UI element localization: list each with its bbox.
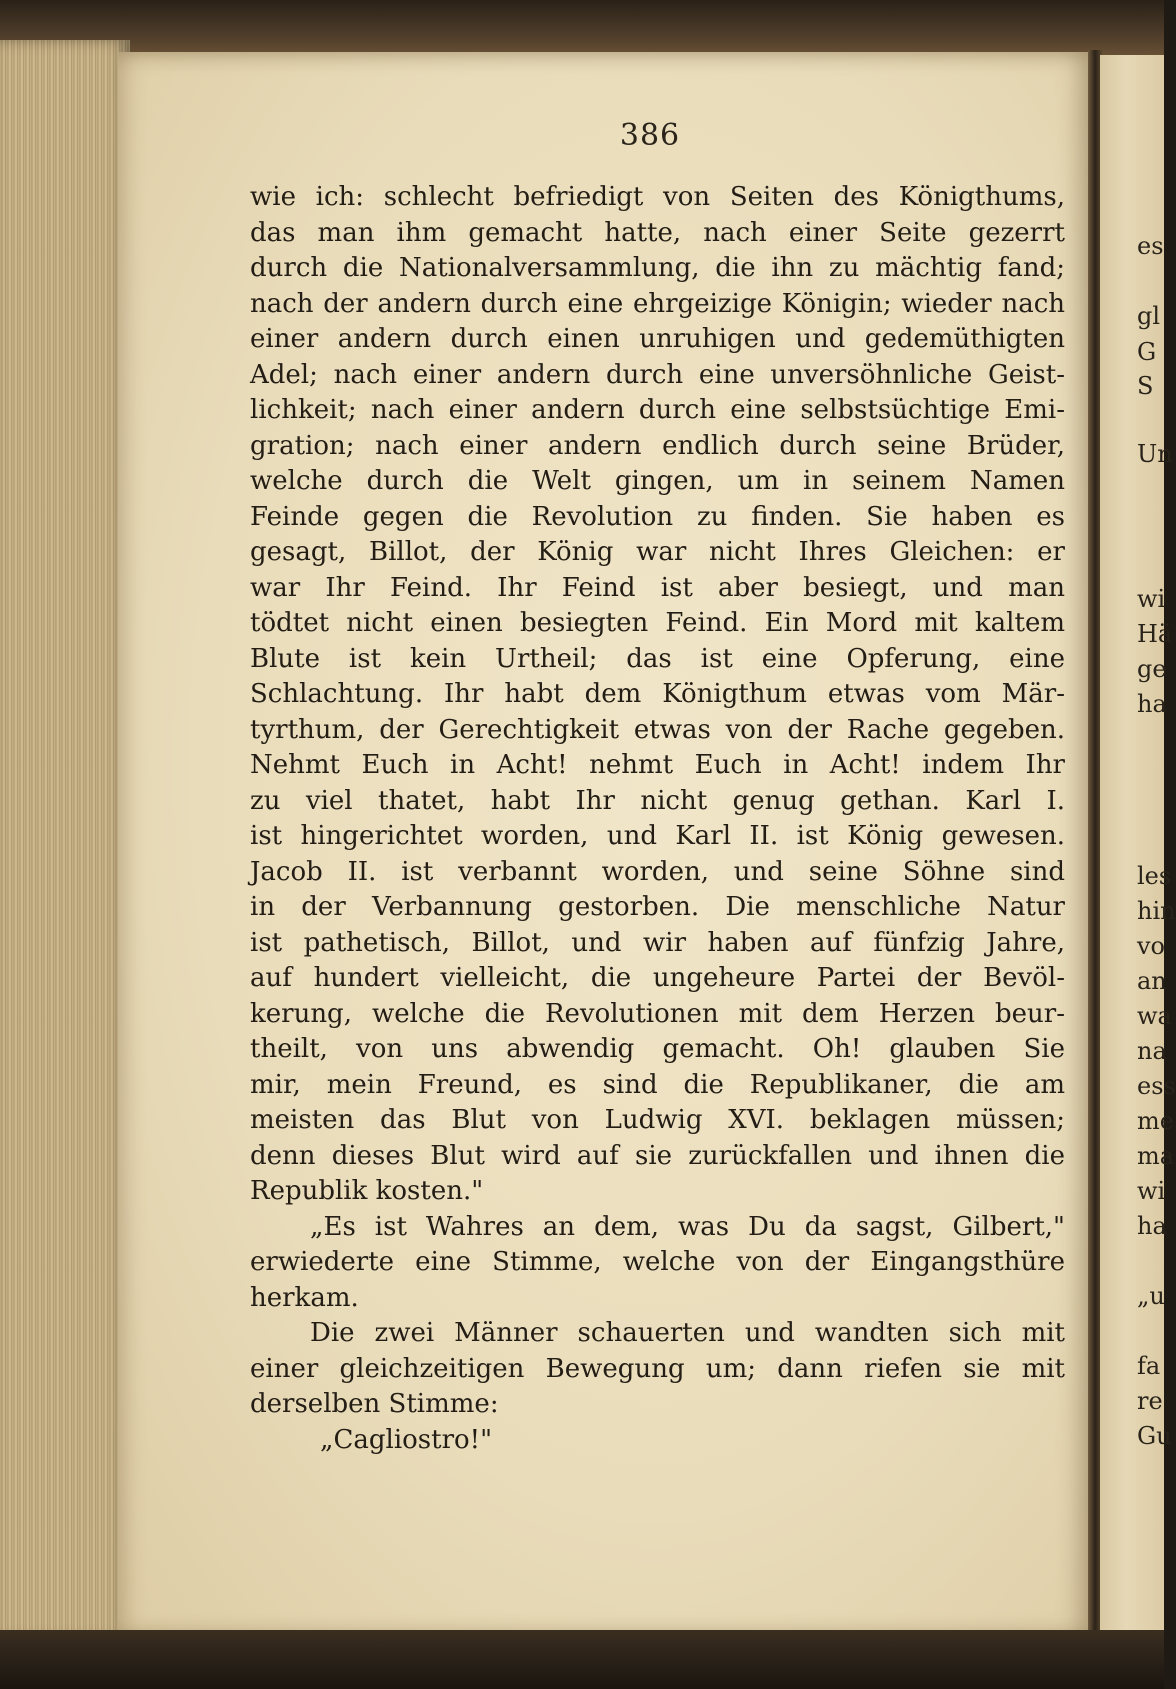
facing-page-fragment: ha xyxy=(1137,690,1167,718)
text-line: mir, mein Freund, es sind die Republikaner, die am xyxy=(250,1069,1065,1100)
text-line: Jacob II. ist verbannt worden, und seine Söhne sind xyxy=(250,856,1065,887)
text-line: Feinde gegen die Revolution zu finden. Sie haben es xyxy=(250,501,1065,532)
facing-page-fragment: es xyxy=(1137,232,1164,260)
facing-page-fragment: me xyxy=(1137,1107,1174,1135)
facing-page-fragment: wi xyxy=(1137,585,1166,613)
facing-page-fragment: re xyxy=(1137,1387,1163,1415)
text-line: Adel; nach einer andern durch eine unversöhnliche Geist- xyxy=(250,359,1065,390)
facing-page-fragment: na xyxy=(1137,1037,1167,1065)
text-line: in der Verbannung gestorben. Die menschliche Natur xyxy=(250,892,1065,922)
facing-page-fragment: Gu xyxy=(1137,1422,1172,1450)
facing-page-fragment: S xyxy=(1137,372,1154,400)
page-body-text xyxy=(250,180,1065,1458)
text-line: tyrthum, der Gerechtigkeit etwas von der Rache gegeben. xyxy=(250,714,1065,745)
text-line: durch die Nationalversammlung, die ihn zu mächtig fand; xyxy=(250,253,1065,283)
text-line: gesagt, Billot, der König war nicht Ihres Gleichen: er xyxy=(250,537,1065,567)
facing-page-fragment: Hä xyxy=(1137,620,1173,648)
facing-page-fragment: les xyxy=(1137,862,1172,890)
facing-page-fragment: ess xyxy=(1137,1072,1176,1100)
text-line: herkam. xyxy=(250,1282,359,1313)
text-line: Blute ist kein Urtheil; das ist eine Opferung, eine xyxy=(250,643,1065,674)
text-line: Die zwei Männer schauerten und wandten sich mit xyxy=(310,1318,1065,1348)
text-line: war Ihr Feind. Ihr Feind ist aber besiegt, und man xyxy=(250,572,1065,603)
facing-page-fragment: Un xyxy=(1137,440,1173,468)
facing-page-fragment: wa xyxy=(1137,1002,1172,1030)
facing-page-fragment: ha xyxy=(1137,1212,1167,1240)
text-line: kerung, welche die Revolutionen mit dem Herzen beur- xyxy=(250,998,1065,1029)
text-line: denn dieses Blut wird auf sie zurückfallen und ihnen die xyxy=(250,1140,1065,1171)
text-line: Schlachtung. Ihr habt dem Königthum etwas vom Mär- xyxy=(250,679,1065,709)
text-line: „Cagliostro!" xyxy=(320,1424,493,1455)
text-line: Nehmt Euch in Acht! nehmt Euch in Acht! indem Ihr xyxy=(250,750,1065,780)
text-line: ist pathetisch, Billot, und wir haben auf fünfzig Jahre, xyxy=(250,927,1065,958)
text-line: welche durch die Welt gingen, um in seinem Namen xyxy=(250,466,1065,496)
text-line: nach der andern durch eine ehrgeizige Königin; wieder nach xyxy=(250,288,1065,319)
facing-page-fragment: an xyxy=(1137,967,1167,995)
text-line: auf hundert vielleicht, die ungeheure Partei der Bevöl- xyxy=(250,963,1065,993)
text-line: theilt, von uns abwendig gemacht. Oh! glauben Sie xyxy=(250,1034,1065,1064)
facing-page-fragment: ma xyxy=(1137,1142,1175,1170)
text-line: gration; nach einer andern endlich durch seine Brüder, xyxy=(250,430,1065,461)
book-page-edges xyxy=(0,40,130,1640)
facing-page-fragment: vo xyxy=(1137,932,1166,960)
text-line: tödtet nicht einen besiegten Feind. Ein Mord mit kaltem xyxy=(250,608,1065,638)
facing-page-fragment: wi xyxy=(1137,1177,1166,1205)
page-number: 386 xyxy=(619,118,681,153)
text-line: lichkeit; nach einer andern durch eine selbstsüchtige Emi- xyxy=(250,395,1065,425)
book-top-edge xyxy=(0,0,1164,58)
text-line: einer gleichzeitigen Bewegung um; dann riefen sie mit xyxy=(250,1353,1065,1384)
facing-page-fragment: G xyxy=(1137,338,1157,366)
text-line: zu viel thatet, habt Ihr nicht genug gethan. Karl I. xyxy=(250,785,1065,816)
facing-page-fragment: ge xyxy=(1137,655,1167,683)
facing-page-fragment: „u xyxy=(1137,1282,1165,1310)
text-line: einer andern durch einen unruhigen und gedemüthigten xyxy=(250,324,1065,354)
text-line: „Es ist Wahres an dem, was Du da sagst, Gilbert," xyxy=(310,1211,1065,1242)
facing-page-fragment: fa xyxy=(1137,1352,1161,1380)
text-line: meisten das Blut von Ludwig XVI. beklagen müssen; xyxy=(250,1105,1065,1135)
text-line: ist hingerichtet worden, und Karl II. ist König gewesen. xyxy=(250,821,1065,851)
text-line: wie ich: schlecht befriedigt von Seiten des Königthums, xyxy=(250,182,1065,212)
text-line: Republik kosten." xyxy=(250,1176,484,1206)
text-line: erwiederte eine Stimme, welche von der Eingangsthüre xyxy=(250,1247,1065,1277)
book-bottom-edge xyxy=(0,1630,1164,1689)
text-line: derselben Stimme: xyxy=(250,1389,499,1419)
facing-page-fragment: gl xyxy=(1137,302,1161,330)
text-line: das man ihm gemacht hatte, nach einer Seite gezerrt xyxy=(250,217,1065,248)
facing-page-fragment: hin xyxy=(1137,897,1176,925)
